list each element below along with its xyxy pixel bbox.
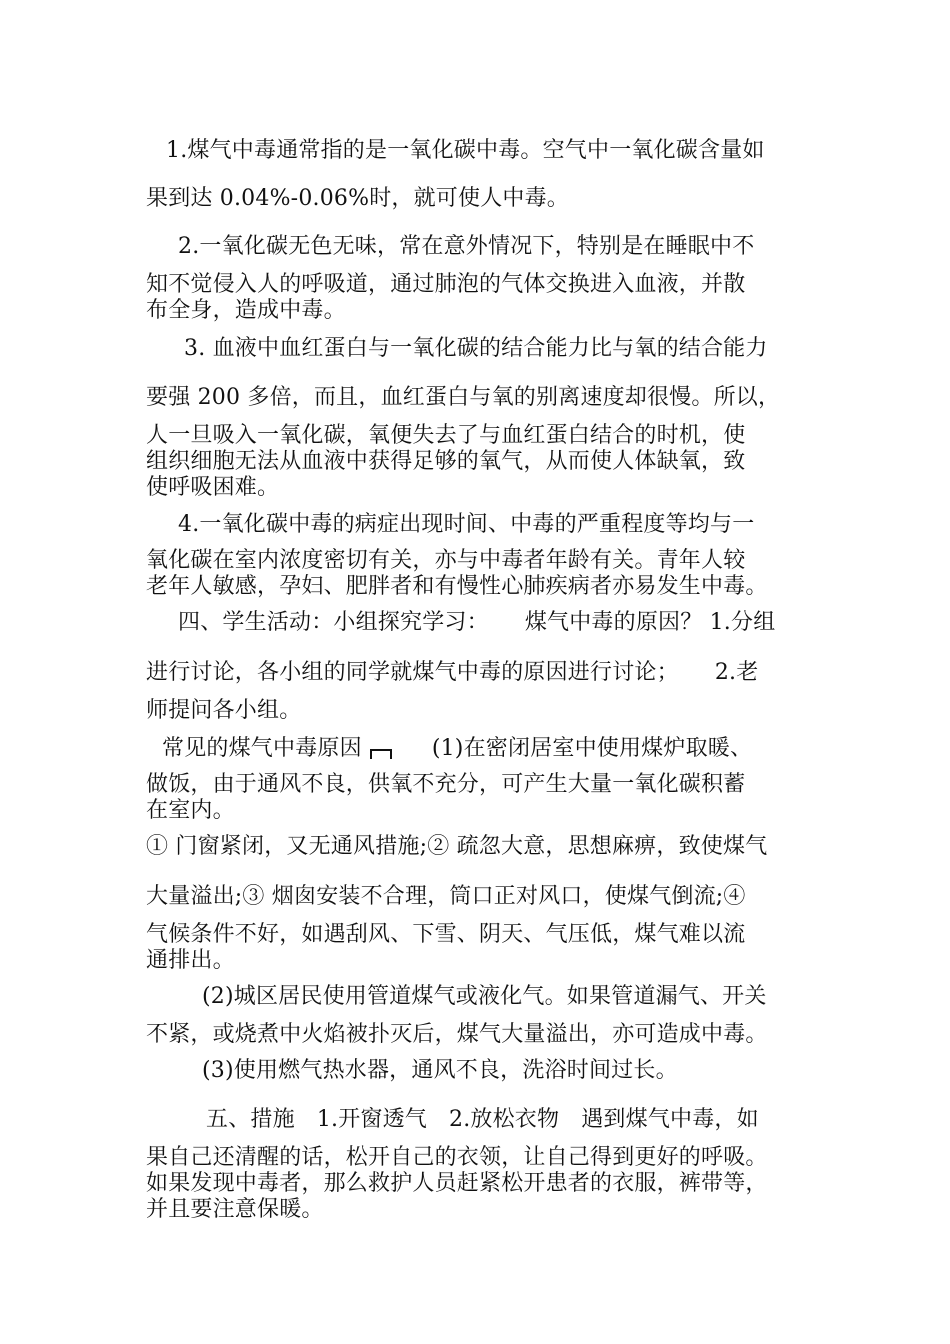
measure-1: 1.开窗透气 bbox=[316, 1107, 428, 1132]
section-4-line-3: 师提问各小组。 bbox=[146, 698, 302, 723]
subcauses-line-2: 大量溢出;③ 烟囱安装不合理，筒口正对风口，使煤气倒流;④ bbox=[146, 884, 746, 909]
p2-line-1: 2.一氧化碳无色无味，常在意外情况下，特别是在睡眠中不 bbox=[178, 234, 755, 259]
section-5-line-4: 并且要注意保暖。 bbox=[146, 1197, 324, 1222]
measure-2-detail: 遇到煤气中毒，如 bbox=[581, 1107, 759, 1132]
cause-3-line: (3)使用燃气热水器，通风不良，洗浴时间过长。 bbox=[202, 1058, 678, 1083]
section-4-question: 煤气中毒的原因？ 1.分组 bbox=[524, 610, 776, 635]
p1-line-2: 果到达 0.04%-0.06%时，就可使人中毒。 bbox=[146, 186, 570, 211]
section-4-heading: 四、学生活动：小组探究学习： bbox=[178, 610, 489, 635]
p2-line-2: 知不觉侵入人的呼吸道，通过肺泡的气体交换进入血液，并散 bbox=[146, 272, 746, 297]
section-4-line-2 bbox=[146, 660, 818, 686]
subcauses-line-1: ① 门窗紧闭，又无通风措施;② 疏忽大意，思想麻痹，致使煤气 bbox=[146, 834, 768, 859]
bracket-mark-icon bbox=[370, 749, 392, 759]
cause-1-text: (1)在密闭居室中使用煤炉取暖、 bbox=[431, 736, 753, 761]
causes-line-3: 在室内。 bbox=[146, 798, 235, 823]
p4-line-3: 老年人敏感，孕妇、肥胖者和有慢性心肺疾病者亦易发生中毒。 bbox=[146, 574, 768, 599]
causes-line-1 bbox=[162, 736, 834, 762]
p3-line-2: 要强 200 多倍，而且，血红蛋白与氧的别离速度却很慢。所以， bbox=[146, 385, 781, 410]
p2-line-3: 布全身，造成中毒。 bbox=[146, 298, 346, 323]
cause-2-line-1: (2)城区居民使用管道煤气或液化气。如果管道漏气、开关 bbox=[202, 984, 767, 1009]
measure-2: 2.放松衣物 bbox=[449, 1107, 560, 1132]
causes-heading: 常见的煤气中毒原因 bbox=[162, 736, 362, 761]
p3-line-1: 3. 血液中血红蛋白与一氧化碳的结合能力比与氧的结合能力 bbox=[184, 336, 768, 361]
cause-2-line-2: 不紧，或烧煮中火焰被扑灭后，煤气大量溢出，亦可造成中毒。 bbox=[146, 1022, 768, 1047]
section-4-discussion: 进行讨论，各小组的同学就煤气中毒的原因进行讨论； bbox=[146, 660, 679, 685]
subcauses-line-3: 气候条件不好，如遇刮风、下雪、阴天、气压低，煤气难以流 bbox=[146, 922, 746, 947]
p4-line-2: 氧化碳在室内浓度密切有关，亦与中毒者年龄有关。青年人较 bbox=[146, 548, 746, 573]
p3-line-3: 人一旦吸入一氧化碳，氧便失去了与血红蛋白结合的时机，使 bbox=[146, 423, 746, 448]
p3-line-4: 组织细胞无法从血液中获得足够的氧气，从而使人体缺氧，致 bbox=[146, 449, 746, 474]
subcauses-line-4: 通排出。 bbox=[146, 948, 235, 973]
section-4-line-1 bbox=[178, 610, 850, 636]
causes-line-2: 做饭，由于通风不良，供氧不充分，可产生大量一氧化碳积蓄 bbox=[146, 772, 746, 797]
p1-line-1: 1.煤气中毒通常指的是一氧化碳中毒。空气中一氧化碳含量如 bbox=[166, 138, 765, 163]
section-5-line-2: 果自己还清醒的话，松开自己的衣领，让自己得到更好的呼吸。 bbox=[146, 1145, 768, 1170]
p4-line-1: 4.一氧化碳中毒的病症出现时间、中毒的严重程度等均与一 bbox=[178, 512, 755, 537]
p3-line-5: 使呼吸困难。 bbox=[146, 475, 280, 500]
section-5-heading: 五、措施 bbox=[206, 1107, 295, 1132]
section-4-teacher-label: 2.老 bbox=[714, 660, 759, 685]
section-5-line-1 bbox=[206, 1107, 878, 1133]
section-5-line-3: 如果发现中毒者，那么救护人员赶紧松开患者的衣服，裤带等， bbox=[146, 1171, 768, 1196]
